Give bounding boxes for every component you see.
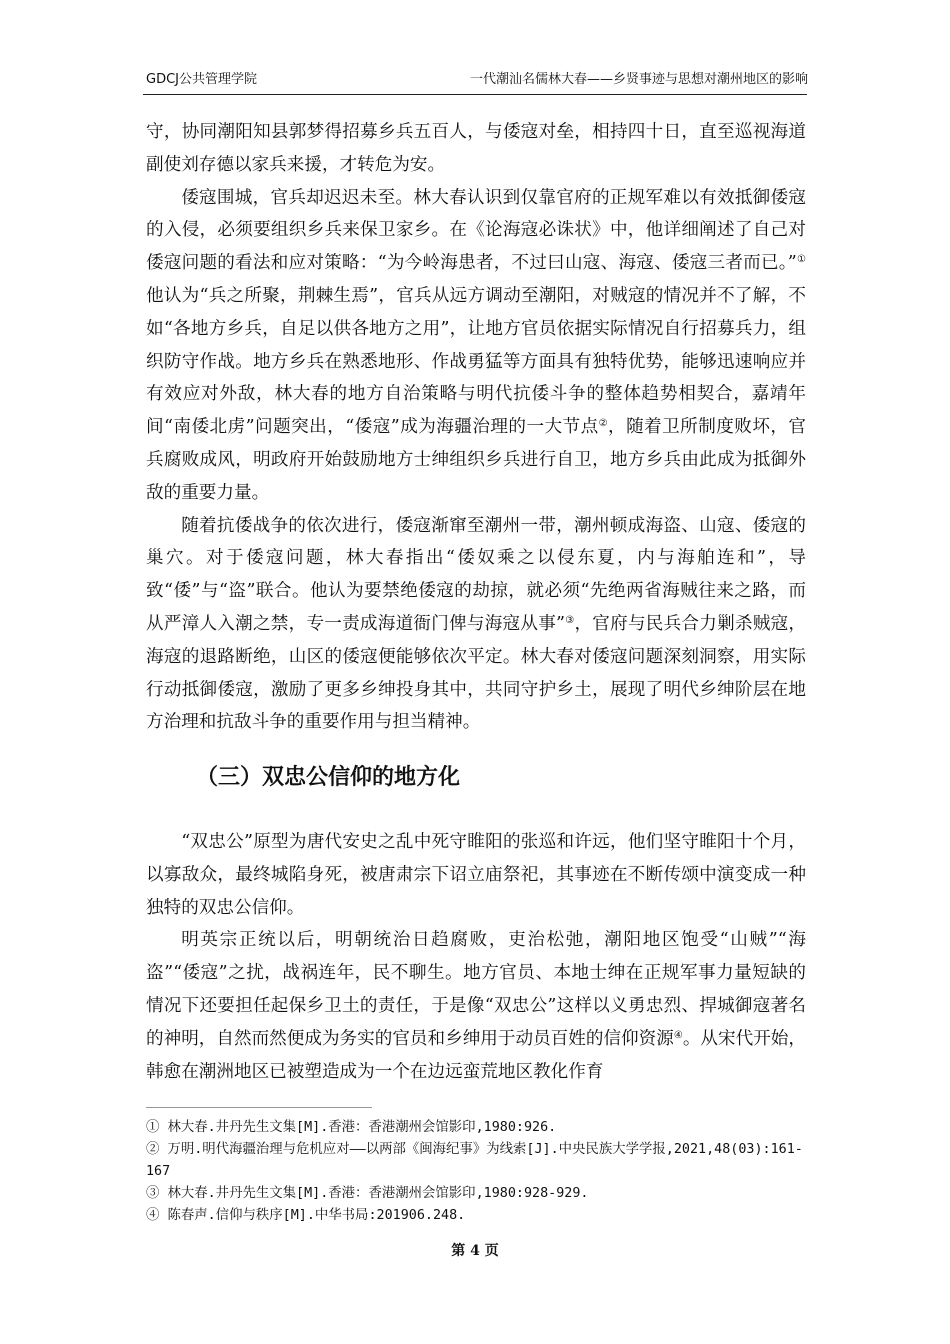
footnotes xyxy=(146,1117,806,1227)
footnote-ref: ② xyxy=(598,418,609,430)
paragraph-text: 。从宋代开始，韩愈在潮洲地区已被塑造成为一个在边远蛮荒地区教化作育 xyxy=(146,1028,806,1082)
footnote: ④ 陈春声.信仰与秩序[M].中华书局:201906.248. xyxy=(146,1208,466,1223)
footnote-ref: ③ xyxy=(565,614,575,626)
header-school: GDCJ公共管理学院 xyxy=(146,72,257,87)
body-text xyxy=(146,116,806,739)
body-text-section xyxy=(146,826,806,1088)
paragraph-text: ，随着卫所制度败坏，官兵腐败成风，明政府开始鼓励地方士绅组织乡兵进行自卫，地方乡兵由此成为抵御外敌的重要力量。 xyxy=(146,417,806,503)
paragraph-text: 他认为“兵之所聚，荆棘生焉”，官兵从远方调动至潮阳，对贼寇的情况并不了解，不如“各地方乡兵，自足以供各地方之用”，让地方官员依据实际情况自行招募兵力，组织防守作战。地方乡兵在熟悉地形、作战勇猛等方面具有独特优势，能够迅速响应并有效应对外敌，林大春的地方自治策略与明代抗倭斗争的整体趋势相契合，嘉靖年间“南倭北虏”问题突出，“倭寇”成为海疆治理的一大节点 xyxy=(146,285,806,438)
header-divider xyxy=(143,94,807,95)
paragraph-text: 随着抗倭战争的依次进行，倭寇渐窜至潮州一带，潮州顿成海盗、山寇、倭寇的巢穴。对于倭寇问题，林大春指出“倭奴乘之以侵东夏，内与海舶连和”，导致“倭”与“盗”联合。他认为要禁绝倭寇的劫掠，就必须“先绝两省海贼往来之路，而从严漳人入潮之禁，专一责成海道衙门俾与海寇从事” xyxy=(146,515,806,634)
page-number: 第 4 页 xyxy=(451,1243,499,1259)
footnote-ref: ④ xyxy=(673,1029,683,1041)
paragraph: 守，协同潮阳知县郭梦得招募乡兵五百人，与倭寇对垒，相持四十日，直至巡视海道副使刘存德以家兵来援，才转危为安。 xyxy=(146,122,806,175)
paragraph xyxy=(146,924,806,1088)
paragraph-text: 倭寇围城，官兵却迟迟未至。林大春认识到仅靠官府的正规军难以有效抵御倭寇的入侵，必须要组织乡兵来保卫家乡。在《论海寇必诛状》中，他详细阐述了自己对倭寇问题的看法和应对策略：“为今岭海患者，不过曰山寇、海寇、倭寇三者而已。” xyxy=(146,187,806,274)
footnote: ① 林大春.井丹先生文集[M].香港：香港潮州会馆影印,1980:926. xyxy=(146,1120,557,1135)
paragraph xyxy=(146,510,806,740)
footnote: ② 万明.明代海疆治理与危机应对——以两部《闽海纪事》为线索[J].中央民族大学学报,2021,48(03):161-167 xyxy=(146,1142,803,1179)
paragraph: “双忠公”原型为唐代安史之乱中死守睢阳的张巡和许远，他们坚守睢阳十个月，以寡敌众，最终城陷身死，被唐肃宗下诏立庙祭祀，其事迹在不断传颂中演变成一种独特的双忠公信仰。 xyxy=(146,832,806,918)
footnote: ③ 林大春.井丹先生文集[M].香港：香港潮州会馆影印,1980:928-929. xyxy=(146,1186,589,1201)
paragraph-text: 明英宗正统以后，明朝统治日趋腐败，吏治松弛，潮阳地区饱受“山贼”“海盗”“倭寇”之扰，战祸连年，民不聊生。地方官员、本地士绅在正规军事力量短缺的情况下还要担任起保乡卫土的责任，于是像“双忠公”这样以义勇忠烈、捍城御寇著名的神明，自然而然便成为务实的官员和乡绅用于动员百姓的信仰资源 xyxy=(146,930,806,1049)
header-title: 一代潮汕名儒林大春——乡贤事迹与思想对潮州地区的影响 xyxy=(469,72,808,87)
footnote-divider xyxy=(146,1107,372,1108)
paragraph-text: ，官府与民兵合力剿杀贼寇，海寇的退路断绝，山区的倭寇便能够依次平定。林大春对倭寇问题深刻洞察，用实际行动抵御倭寇，激励了更多乡绅投身其中，共同守护乡土，展现了明代乡绅阶层在地方治理和抗敌斗争的重要作用与担当精神。 xyxy=(146,613,806,733)
footnote-ref: ① xyxy=(796,254,807,266)
section-heading: （三）双忠公信仰的地方化 xyxy=(196,765,461,790)
paragraph xyxy=(146,182,806,510)
